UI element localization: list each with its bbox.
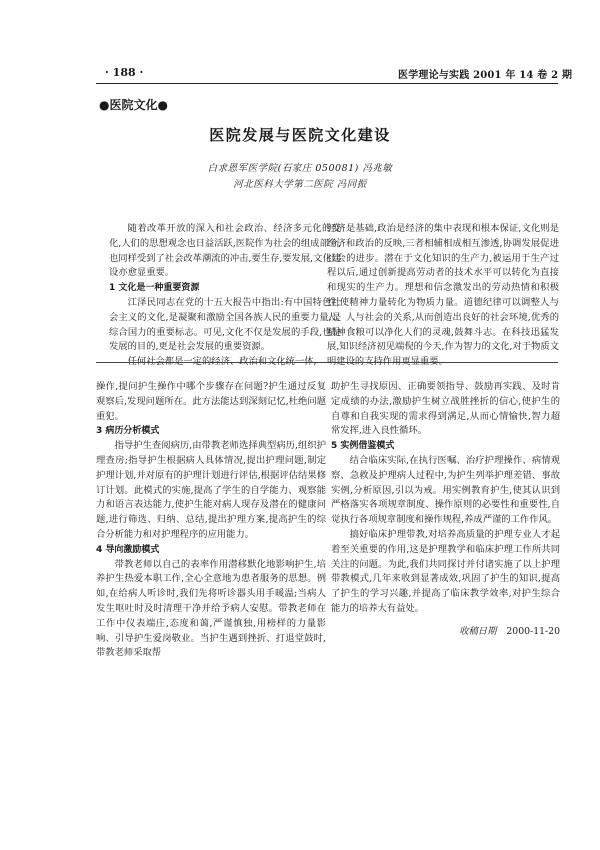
paragraph: 随着改革开放的深入和社会政治、经济多元化的变化,人们的思想观念也日益活跃,医院作为社会的组成部分,也同样受到了社会改革潮流的冲击,要生存,要发展,文化建设亦愈显重要。 <box>109 223 341 279</box>
author-affiliation-1: 白求恩军医学院(石家庄 050081) 冯兆敏 <box>207 163 393 174</box>
paragraph: 江泽民同志在党的十五大报告中指出:有中国特色社会主义的文化,是凝聚和激励全国各族人民的重要力量,是综合国力的重要标志。可见,文化不仅是发展的手段,也是发展的目的,更是社会发展的重要资源。 <box>109 296 341 353</box>
section-heading: 4 导向激励模式 <box>96 544 160 555</box>
upper-left-column <box>109 222 341 370</box>
lower-left-column <box>96 380 326 661</box>
section-heading: 1 文化是一种重要资源 <box>109 283 200 294</box>
section-tag: ●医院文化● <box>99 98 168 112</box>
paragraph: 结合临床实际,在执行医嘱、治疗护理操作、病情观察、急救及护理病人过程中,为护生列举护理差错、事故实例,分析原因,引以为戒。用实例教育护生,使其认识到严格落实各项规章制度、操作原则的必要性和重要性,自觉执行各项规章制度和操作规程,养成严谨的工作作风。 <box>331 454 560 526</box>
paragraph: 经济是基础,政治是经济的集中表现和根本保证,文化则是经济和政治的反映,三者相辅相成相互渗透,协调发展促进社会的进步。潜在于文化知识的生产力,被运用于生产过程以后,通过创新提高劳动者的技术水平可以转化为直接和现实的生产力。理想和信念激发出的劳动热情和积极性,使精神力量转化为物质力量。道德纪律可以调整人与人、人与社会的关系,从而创造出良好的社会环境,优秀的精神食粮可以净化人们的灵魂,鼓舞斗志。在科技迅猛发展,知识经济初见端倪的今天,作为智力的文化,对于物质文明建设的支持作用更显重要。 <box>327 223 559 368</box>
paragraph: 搞好临床护理带教,对培养高质量的护理专业人才起着至关重要的作用,这是护理教学和临床护理工作所共同关注的问题。为此,我们共同探讨并付诸实施了以上护理带教模式,几年来收到显著成效,巩固了护生的知识,提高了护生的学习兴趣,并提高了临床教学效率,对护生综合能力的培养大有益处。 <box>331 528 560 614</box>
article-divider <box>96 362 558 363</box>
paragraph: 带教老师以自己的表率作用潜移默化地影响护生,培养护生热爱本职工作,全心全意地为患者服务的思想。例如,在给病人听诊时,我们先将听诊器头用手暖温;当病人发生呕吐时及时清理干净并给予病人安慰。带教老师在工作中仪表端庄,态度和蔼,严谨慎独,用榜样的力量影响、引导护生爱岗敬业。当护生遇到挫折、打退堂鼓时,带教老师采取帮 <box>96 558 326 659</box>
upper-right-column <box>327 222 559 370</box>
header-rule <box>96 83 558 84</box>
author-affiliation-2: 河北医科大学第二医院 冯同振 <box>233 179 367 190</box>
page-number: · 188 · <box>105 66 144 79</box>
received-label: 收稿日期 <box>459 625 497 637</box>
section-heading: 5 实例借鉴模式 <box>331 441 395 452</box>
paragraph: 任何社会都是一定的经济、政治和文化统一体, <box>127 356 317 368</box>
received-date-line <box>331 625 560 640</box>
paragraph: 助护生寻找原因、正确要领指导、鼓励再实践、及时肯定成绩的办法,激励护生树立战胜挫折的信心,使护生的自尊和自我实现的需求得到满足,从而心情愉快,智力超常发挥,进入良性循环。 <box>331 381 560 437</box>
article-title: 医院发展与医院文化建设 <box>209 126 391 144</box>
paragraph: 操作,提问护生操作中哪个步骤存在问题?护生通过反复观察后,发现问题所在。此方法能达到深刻记忆,杜绝问题重犯。 <box>96 381 326 422</box>
lower-right-column <box>331 380 560 640</box>
section-heading: 3 病历分析模式 <box>96 426 160 437</box>
received-date: 2000-11-20 <box>506 625 560 637</box>
paragraph: 指导护生查阅病历,由带教老师选择典型病历,组织护理查房;指导护生根据病人具体情况,提出护理问题,制定护理计划,并对原有的护理计划进行评估,根据评估结果修订计划。此模式的实施,提高了学生的自学能力、观察能力和语言表达能力,使护生能对病人现存及潜在的健康问题,进行筛选、归纳、总结,提出护理方案,提高护生的综合分析能力和对护理程序的应用能力。 <box>96 440 326 540</box>
journal-name: 医学理论与实践 2001 年 14 卷 2 期 <box>398 70 573 81</box>
